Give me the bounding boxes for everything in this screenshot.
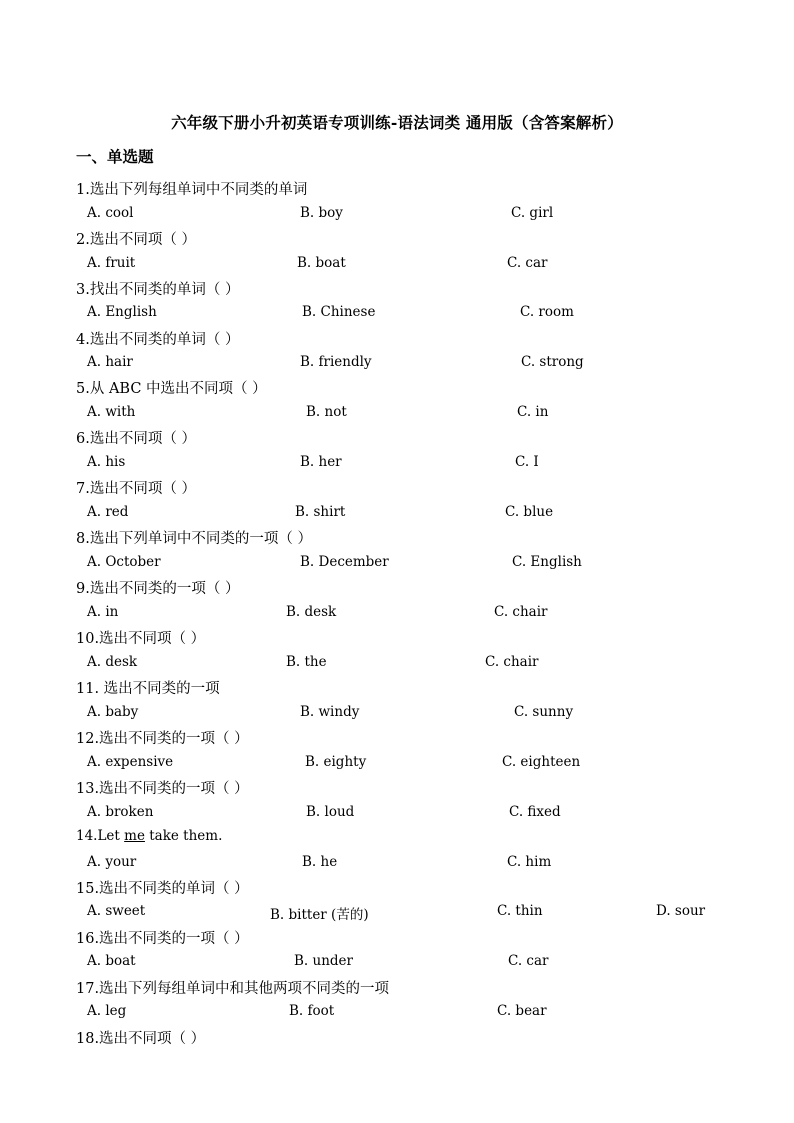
option-c: C. car <box>508 953 549 969</box>
option-c: C. room <box>520 304 574 320</box>
question-stem: 13.选出不同类的一项（ ） <box>76 781 249 797</box>
question-stem: 7.选出不同项（ ） <box>76 481 196 497</box>
question-stem <box>76 828 222 844</box>
option-a: A. English <box>87 304 157 320</box>
option-c: C. blue <box>505 504 554 520</box>
question-stem: 15.选出不同类的单词（ ） <box>76 881 249 897</box>
option-b: B. foot <box>289 1003 335 1019</box>
document-title: 六年级下册小升初英语专项训练-语法词类 通用版（含答案解析） <box>171 113 623 132</box>
question-stem: 11. 选出不同类的一项 <box>76 681 220 697</box>
underlined-word: me <box>124 828 145 844</box>
option-a: A. desk <box>87 654 138 670</box>
option-c: C. girl <box>511 205 554 221</box>
option-a: A. leg <box>87 1003 127 1019</box>
stem-text: 14.Let <box>76 828 125 844</box>
option-c: C. I <box>515 454 539 470</box>
option-a: A. red <box>87 504 129 520</box>
question-stem: 18.选出不同项（ ） <box>76 1031 206 1047</box>
option-c: C. car <box>507 255 548 271</box>
option-c: C. eighteen <box>502 754 581 770</box>
option-b: B. loud <box>306 804 355 820</box>
question-stem: 8.选出下列单词中不同类的一项（ ） <box>76 531 312 547</box>
option-c: C. English <box>512 554 582 570</box>
option-a: A. expensive <box>87 754 174 770</box>
question-stem: 10.选出不同项（ ） <box>76 631 206 647</box>
option-b: B. windy <box>300 704 360 720</box>
option-a: A. hair <box>87 354 133 370</box>
option-a: A. broken <box>87 804 154 820</box>
question-stem: 4.选出不同类的单词（ ） <box>76 332 240 348</box>
option-d: D. sour <box>656 903 706 919</box>
option-b: B. boy <box>300 205 343 221</box>
option-b: B. friendly <box>300 354 372 370</box>
option-b: B. desk <box>286 604 337 620</box>
question-stem: 16.选出不同类的一项（ ） <box>76 931 249 947</box>
option-a: A. your <box>87 854 137 870</box>
option-c: C. chair <box>485 654 539 670</box>
option-b: B. Chinese <box>302 304 376 320</box>
option-b: B. not <box>306 404 347 420</box>
option-c: C. chair <box>494 604 548 620</box>
option-c: C. sunny <box>514 704 574 720</box>
option-b: B. eighty <box>305 754 367 770</box>
option-c: C. fixed <box>509 804 561 820</box>
option-b: B. her <box>300 454 342 470</box>
question-stem: 6.选出不同项（ ） <box>76 431 196 447</box>
option-b: B. the <box>286 654 327 670</box>
option-b: B. December <box>300 554 389 570</box>
question-stem: 3.找出不同类的单词（ ） <box>76 282 240 298</box>
question-stem: 9.选出不同类的一项（ ） <box>76 581 240 597</box>
option-b: B. he <box>302 854 338 870</box>
question-stem: 12.选出不同类的一项（ ） <box>76 731 249 747</box>
question-stem: 2.选出不同项（ ） <box>76 232 196 248</box>
option-c: C. him <box>507 854 552 870</box>
stem-text: take them. <box>144 828 223 844</box>
option-c: C. strong <box>521 354 584 370</box>
option-b: B. boat <box>297 255 346 271</box>
option-b: B. under <box>294 953 353 969</box>
option-a: A. boat <box>87 953 136 969</box>
option-a: A. baby <box>87 704 139 720</box>
option-c: C. thin <box>497 903 543 919</box>
option-a: A. in <box>87 604 119 620</box>
question-stem: 17.选出下列每组单词中和其他两项不同类的一项 <box>76 981 390 997</box>
section-heading: 一、单选题 <box>76 147 154 166</box>
question-stem: 5.从 ABC 中选出不同项（ ） <box>76 381 267 397</box>
option-a: A. with <box>87 404 136 420</box>
option-a: A. sweet <box>87 903 146 919</box>
question-stem: 1.选出下列每组单词中不同类的单词 <box>76 182 308 198</box>
option-a: A. October <box>87 554 161 570</box>
option-a: A. fruit <box>87 255 136 271</box>
option-a: A. cool <box>87 205 134 221</box>
option-c: C. bear <box>497 1003 547 1019</box>
option-c: C. in <box>517 404 549 420</box>
option-b: B. shirt <box>295 504 346 520</box>
option-a: A. his <box>87 454 126 470</box>
option-b: B. bitter (苦的) <box>270 907 369 923</box>
